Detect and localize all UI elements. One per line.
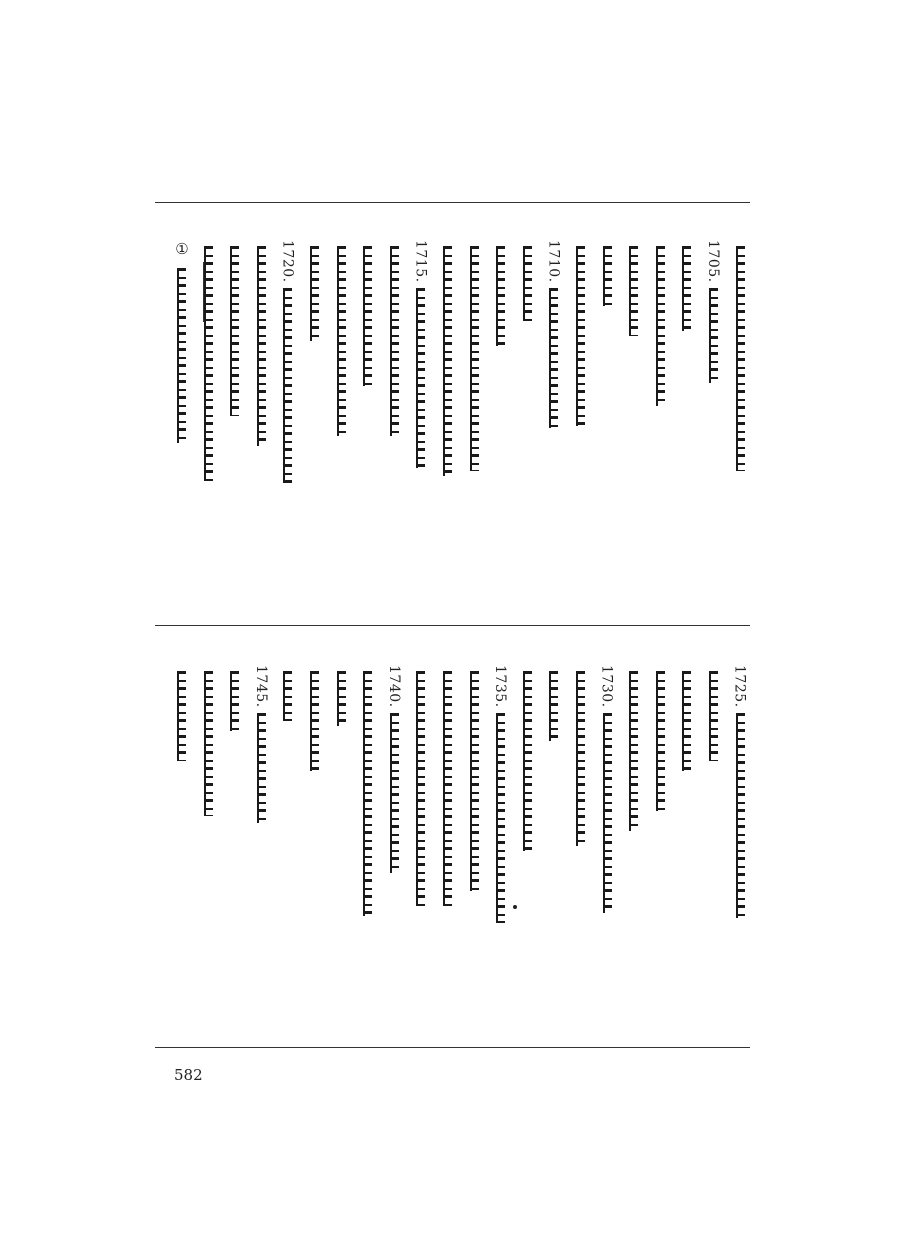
mongolian-script-line xyxy=(576,246,590,426)
line-number: 1715. xyxy=(412,240,429,283)
line-number: 1730. xyxy=(598,665,615,708)
line-number: 1745. xyxy=(252,665,269,708)
top-line-8 xyxy=(359,240,379,600)
mongolian-script-line xyxy=(230,671,244,731)
bottom-line-19 xyxy=(652,665,672,1025)
bottom-line-16 xyxy=(572,665,592,1025)
line-number: 1740. xyxy=(385,665,402,708)
line-number: 1735. xyxy=(492,665,509,708)
mongolian-script-line xyxy=(709,671,723,761)
bottom-line-12 xyxy=(466,665,486,1025)
mongolian-script-line xyxy=(230,246,244,416)
bottom-line-5 xyxy=(279,665,299,1025)
verse-section-top xyxy=(155,240,750,600)
mongolian-script-line xyxy=(603,713,617,913)
bottom-line-4 xyxy=(253,665,273,1025)
top-line-12 xyxy=(466,240,486,600)
mongolian-script-line xyxy=(629,671,643,831)
top-line-3 xyxy=(226,240,246,600)
mongolian-script-line xyxy=(656,246,670,406)
top-line-17 xyxy=(599,240,619,600)
mongolian-script-line xyxy=(709,288,723,383)
mongolian-script-line xyxy=(736,713,750,918)
stray-mark xyxy=(513,905,517,909)
mongolian-script-line xyxy=(310,671,324,771)
top-line-11 xyxy=(439,240,459,600)
bottom-line-6 xyxy=(306,665,326,1025)
mongolian-script-line xyxy=(629,246,643,336)
mongolian-script-line xyxy=(443,246,457,476)
bottom-line-14 xyxy=(519,665,539,1025)
bottom-line-17 xyxy=(599,665,619,1025)
mongolian-script-line xyxy=(576,671,590,846)
mongolian-script-line xyxy=(257,246,271,446)
footnote-separator xyxy=(203,262,204,322)
mongolian-script-line xyxy=(204,246,218,481)
line-number: 1705. xyxy=(705,240,721,283)
mongolian-script-line xyxy=(603,246,617,306)
bottom-line-1 xyxy=(173,665,193,1025)
mongolian-script-line xyxy=(549,671,563,741)
mongolian-script-line xyxy=(496,246,510,346)
mongolian-script-line xyxy=(682,246,696,331)
mongolian-script-line xyxy=(257,713,271,823)
bottom-line-13 xyxy=(492,665,512,1025)
mongolian-script-line xyxy=(736,246,750,471)
top-line-5 xyxy=(279,240,299,600)
mongolian-script-line xyxy=(682,671,696,771)
middle-rule xyxy=(155,625,750,626)
top-line-4 xyxy=(253,240,273,600)
bottom-line-15 xyxy=(545,665,565,1025)
mongolian-script-line xyxy=(337,246,351,436)
mongolian-script-line xyxy=(443,671,457,906)
mongolian-script-line xyxy=(283,288,297,483)
mongolian-script-line xyxy=(337,671,351,726)
bottom-line-10 xyxy=(412,665,432,1025)
line-number: 1725. xyxy=(731,665,748,708)
bottom-rule xyxy=(155,1047,750,1048)
mongolian-script-line xyxy=(390,713,404,873)
bottom-line-9 xyxy=(386,665,406,1025)
mongolian-script-line xyxy=(177,671,191,761)
bottom-line-7 xyxy=(333,665,353,1025)
top-line-18 xyxy=(625,240,645,600)
top-line-16 xyxy=(572,240,592,600)
bottom-line-3 xyxy=(226,665,246,1025)
top-line-9 xyxy=(386,240,406,600)
top-line-19 xyxy=(652,240,672,600)
mongolian-script-line xyxy=(390,246,404,436)
bottom-line-22 xyxy=(732,665,752,1025)
bottom-line-21 xyxy=(705,665,725,1025)
top-line-20 xyxy=(678,240,698,600)
bottom-line-11 xyxy=(439,665,459,1025)
top-line-13 xyxy=(492,240,512,600)
top-line-7 xyxy=(333,240,353,600)
mongolian-script-line xyxy=(363,671,377,916)
bottom-line-18 xyxy=(625,665,645,1025)
mongolian-script-line xyxy=(656,671,670,811)
page-number: 582 xyxy=(174,1066,203,1084)
bottom-line-8 xyxy=(359,665,379,1025)
mongolian-script-line xyxy=(416,288,430,468)
footnote-marker: ① xyxy=(173,240,191,258)
mongolian-script-line xyxy=(310,246,324,341)
top-rule xyxy=(155,202,750,203)
mongolian-script-line xyxy=(549,288,563,428)
mongolian-script-line xyxy=(363,246,377,386)
top-line-10 xyxy=(412,240,432,600)
bottom-line-2 xyxy=(200,665,220,1025)
bottom-line-20 xyxy=(678,665,698,1025)
top-line-15 xyxy=(545,240,565,600)
mongolian-script-line xyxy=(523,671,537,851)
mongolian-script-line xyxy=(470,246,484,471)
mongolian-script-line xyxy=(496,713,510,923)
top-line-22 xyxy=(732,240,752,600)
verse-section-bottom xyxy=(155,665,750,1025)
top-line-14 xyxy=(519,240,539,600)
mongolian-script-line xyxy=(204,671,218,816)
mongolian-script-line xyxy=(416,671,430,906)
top-line-6 xyxy=(306,240,326,600)
mongolian-script-line xyxy=(523,246,537,321)
line-number: 1720. xyxy=(279,240,296,283)
mongolian-script-line xyxy=(283,671,297,721)
top-line-1 xyxy=(173,240,193,600)
mongolian-script-line xyxy=(177,268,191,443)
top-line-21 xyxy=(705,240,725,600)
line-number: 1710. xyxy=(545,240,562,283)
mongolian-script-line xyxy=(470,671,484,891)
